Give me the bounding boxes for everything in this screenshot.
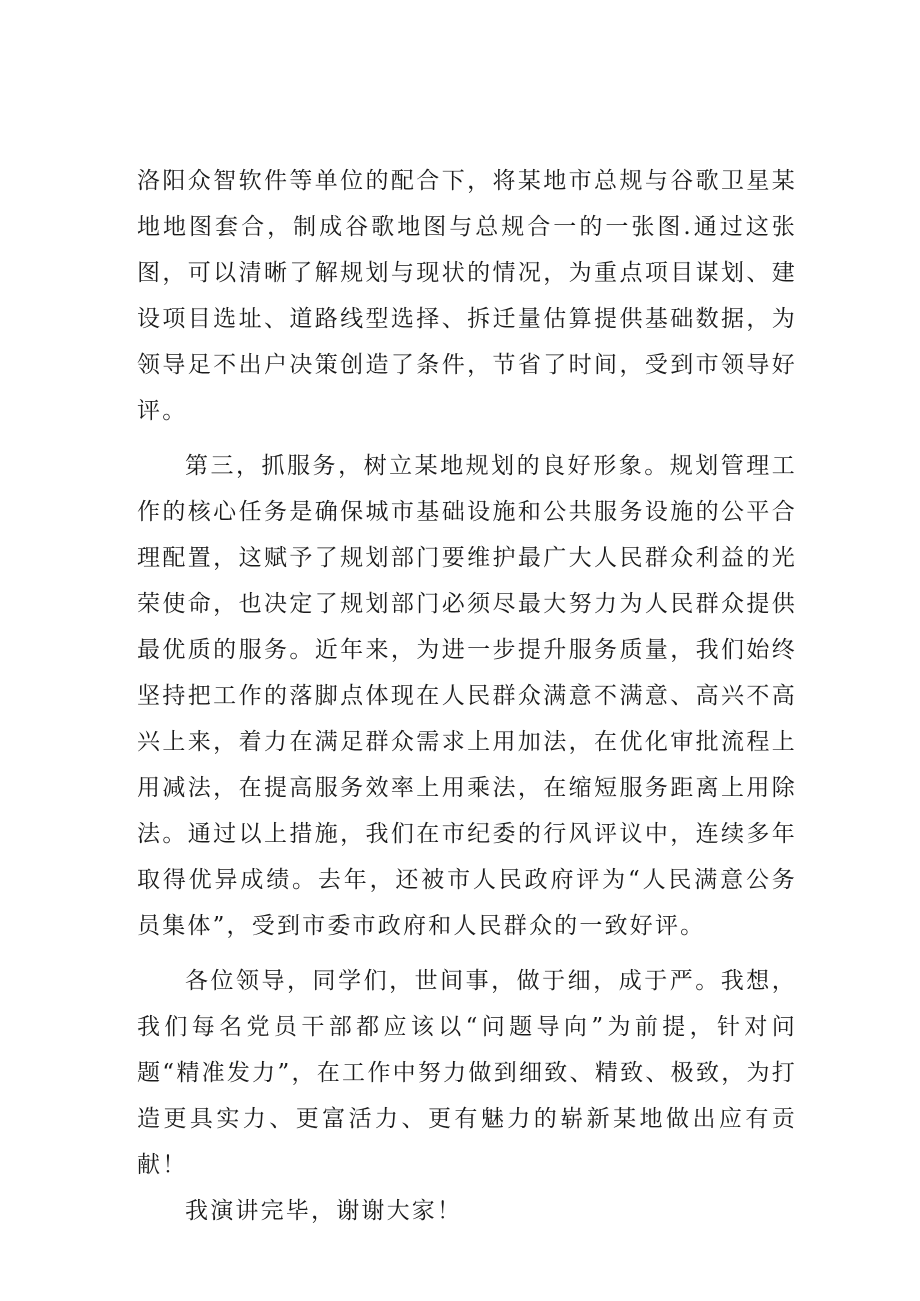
paragraph-thanks: 我演讲完毕，谢谢大家！	[185, 1198, 463, 1224]
paragraph-service: 第三，抓服务，树立某地规划的良好形象。规划管理工作的核心任务是确保城市基础设施和公共服务设施的公平合理配置，这赋予了规划部门要维护最广大人民群众利益的光荣使命，也决定了规划部门必须尽最大努力为人民群众提供最优质的服务。近年来，为进一步提升服务质量，我们始终坚持把工作的落脚点体现在人民群众满意不满意、高兴不高兴上来，着力在满足群众需求上用加法，在优化审批流程上用减法，在提高服务效率上用乘法，在缩短服务距离上用除法。通过以上措施，我们在市纪委的行风评议中，连续多年取得优异成绩。去年，还被市人民政府评为“人民满意公务员集体”，受到市委市政府和人民群众的一致好评。	[137, 453, 797, 939]
paragraph-continuation: 洛阳众智软件等单位的配合下，将某地市总规与谷歌卫星某地地图套合，制成谷歌地图与总规合一的一张图.通过这张图，可以清晰了解规划与现状的情况，为重点项目谋划、建设项目选址、道路线型选择、拆迁量估算提供基础数据，为领导足不出户决策创造了条件，节省了时间，受到市领导好评。	[137, 168, 797, 424]
body-text	[137, 158, 797, 1243]
paragraph-closing: 各位领导，同学们，世间事，做于细，成于严。我想，我们每名党员干部都应该以“问题导向”为前提，针对问题“精准发力”，在工作中努力做到细致、精致、极致，为打造更具实力、更富活力、更有魅力的崭新某地做出应有贡献！	[137, 968, 797, 1178]
